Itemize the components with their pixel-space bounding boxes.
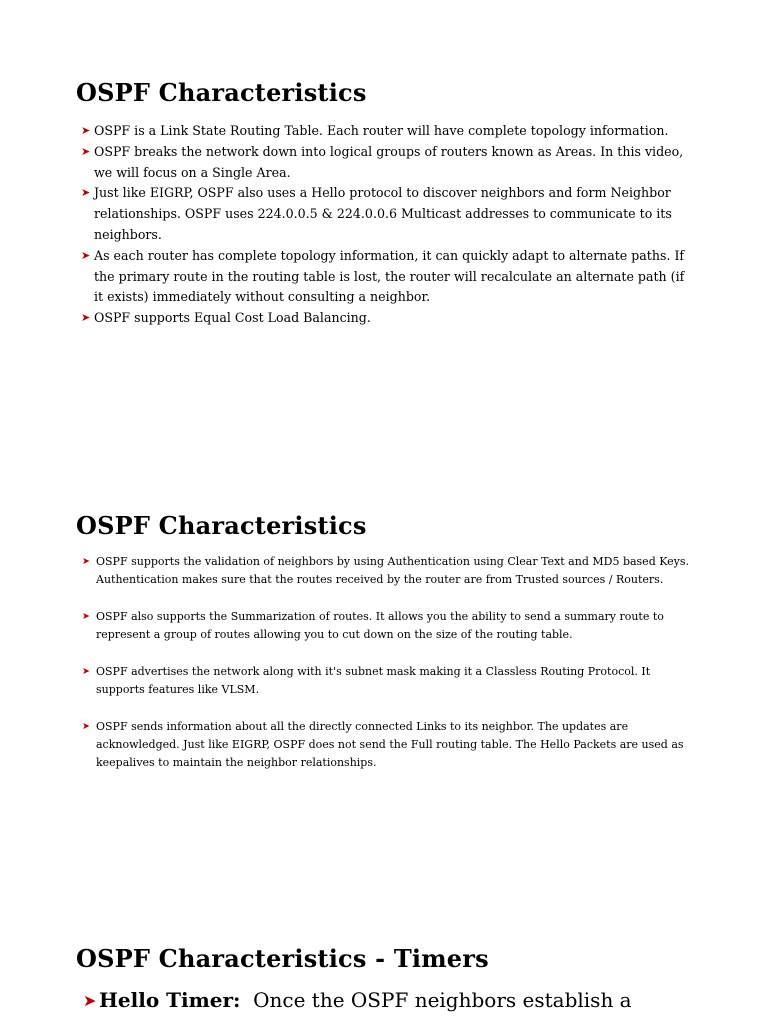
arrowhead-icon: ➤ bbox=[81, 144, 91, 158]
bullet-list bbox=[83, 986, 699, 1014]
list-item bbox=[81, 142, 694, 184]
arrowhead-icon: ➤ bbox=[81, 124, 91, 137]
bullet-text: OSPF supports Equal Cost Load Balancing. bbox=[94, 310, 371, 326]
bullet-text: Once the OSPF neighbors establish a bbox=[253, 988, 632, 1012]
bullet-text: OSPF is a Link State Routing Table. Each router will have complete topology information. bbox=[94, 123, 669, 138]
bullet-term: Hello Timer: bbox=[99, 988, 241, 1012]
arrowhead-icon: ➤ bbox=[82, 611, 90, 622]
bullet-list bbox=[81, 121, 694, 329]
list-item bbox=[82, 663, 691, 699]
list-item bbox=[82, 608, 691, 644]
bullet-text: OSPF breaks the network down into logical groups of routers known as Areas. In this video, we will focus on a Single Area. bbox=[94, 143, 684, 180]
list-item bbox=[82, 553, 691, 589]
arrowhead-icon: ➤ bbox=[82, 666, 90, 677]
slide-title: OSPF Characteristics bbox=[76, 511, 367, 540]
list-item bbox=[81, 308, 694, 329]
bullet-text: OSPF also supports the Summarization of routes. It allows you the ability to send a summary route to represent a group of routes allowing you to cut down on the size of the routing table. bbox=[96, 610, 664, 642]
bullet-text: OSPF advertises the network along with it's subnet mask making it a Classless Routing Protocol. It supports features like VLSM. bbox=[96, 665, 651, 697]
list-item bbox=[81, 121, 694, 142]
arrowhead-icon: ➤ bbox=[81, 311, 91, 325]
arrowhead-icon: ➤ bbox=[81, 248, 91, 262]
list-item bbox=[82, 718, 691, 773]
bullet-list bbox=[82, 553, 691, 791]
arrowhead-icon: ➤ bbox=[82, 556, 90, 567]
arrowhead-icon: ➤ bbox=[83, 991, 97, 1010]
list-item bbox=[81, 183, 694, 245]
bullet-text: As each router has complete topology information, it can quickly adapt to alternate paths. If the primary route in the routing table is lost, the router will recalculate an alternate path (if it exists) immediately without consulting a neighbor. bbox=[94, 247, 685, 305]
list-item bbox=[81, 246, 694, 308]
bullet-text: Just like EIGRP, OSPF also uses a Hello protocol to discover neighbors and form Neighbor relationships. OSPF uses 224.0.0.5 & 224.0.0.6 Multicast addresses to communicate to its neighbors. bbox=[94, 185, 672, 242]
bullet-text: OSPF sends information about all the directly connected Links to its neighbor. The updates are acknowledged. Just like EIGRP, OSPF does not send the Full routing table. The Hello Packets are used as keepalives to maintain the neighbor relationships. bbox=[96, 720, 684, 770]
arrowhead-icon: ➤ bbox=[81, 186, 91, 200]
list-item bbox=[83, 986, 699, 1014]
slide-title: OSPF Characteristics bbox=[76, 78, 367, 107]
bullet-text: OSPF supports the validation of neighbors by using Authentication using Clear Text and MD5 based Keys. Authentication makes sure that the routes received by the router are from Trusted sources / Routers. bbox=[96, 555, 690, 587]
slide-title: OSPF Characteristics - Timers bbox=[76, 944, 489, 973]
arrowhead-icon: ➤ bbox=[82, 721, 90, 732]
